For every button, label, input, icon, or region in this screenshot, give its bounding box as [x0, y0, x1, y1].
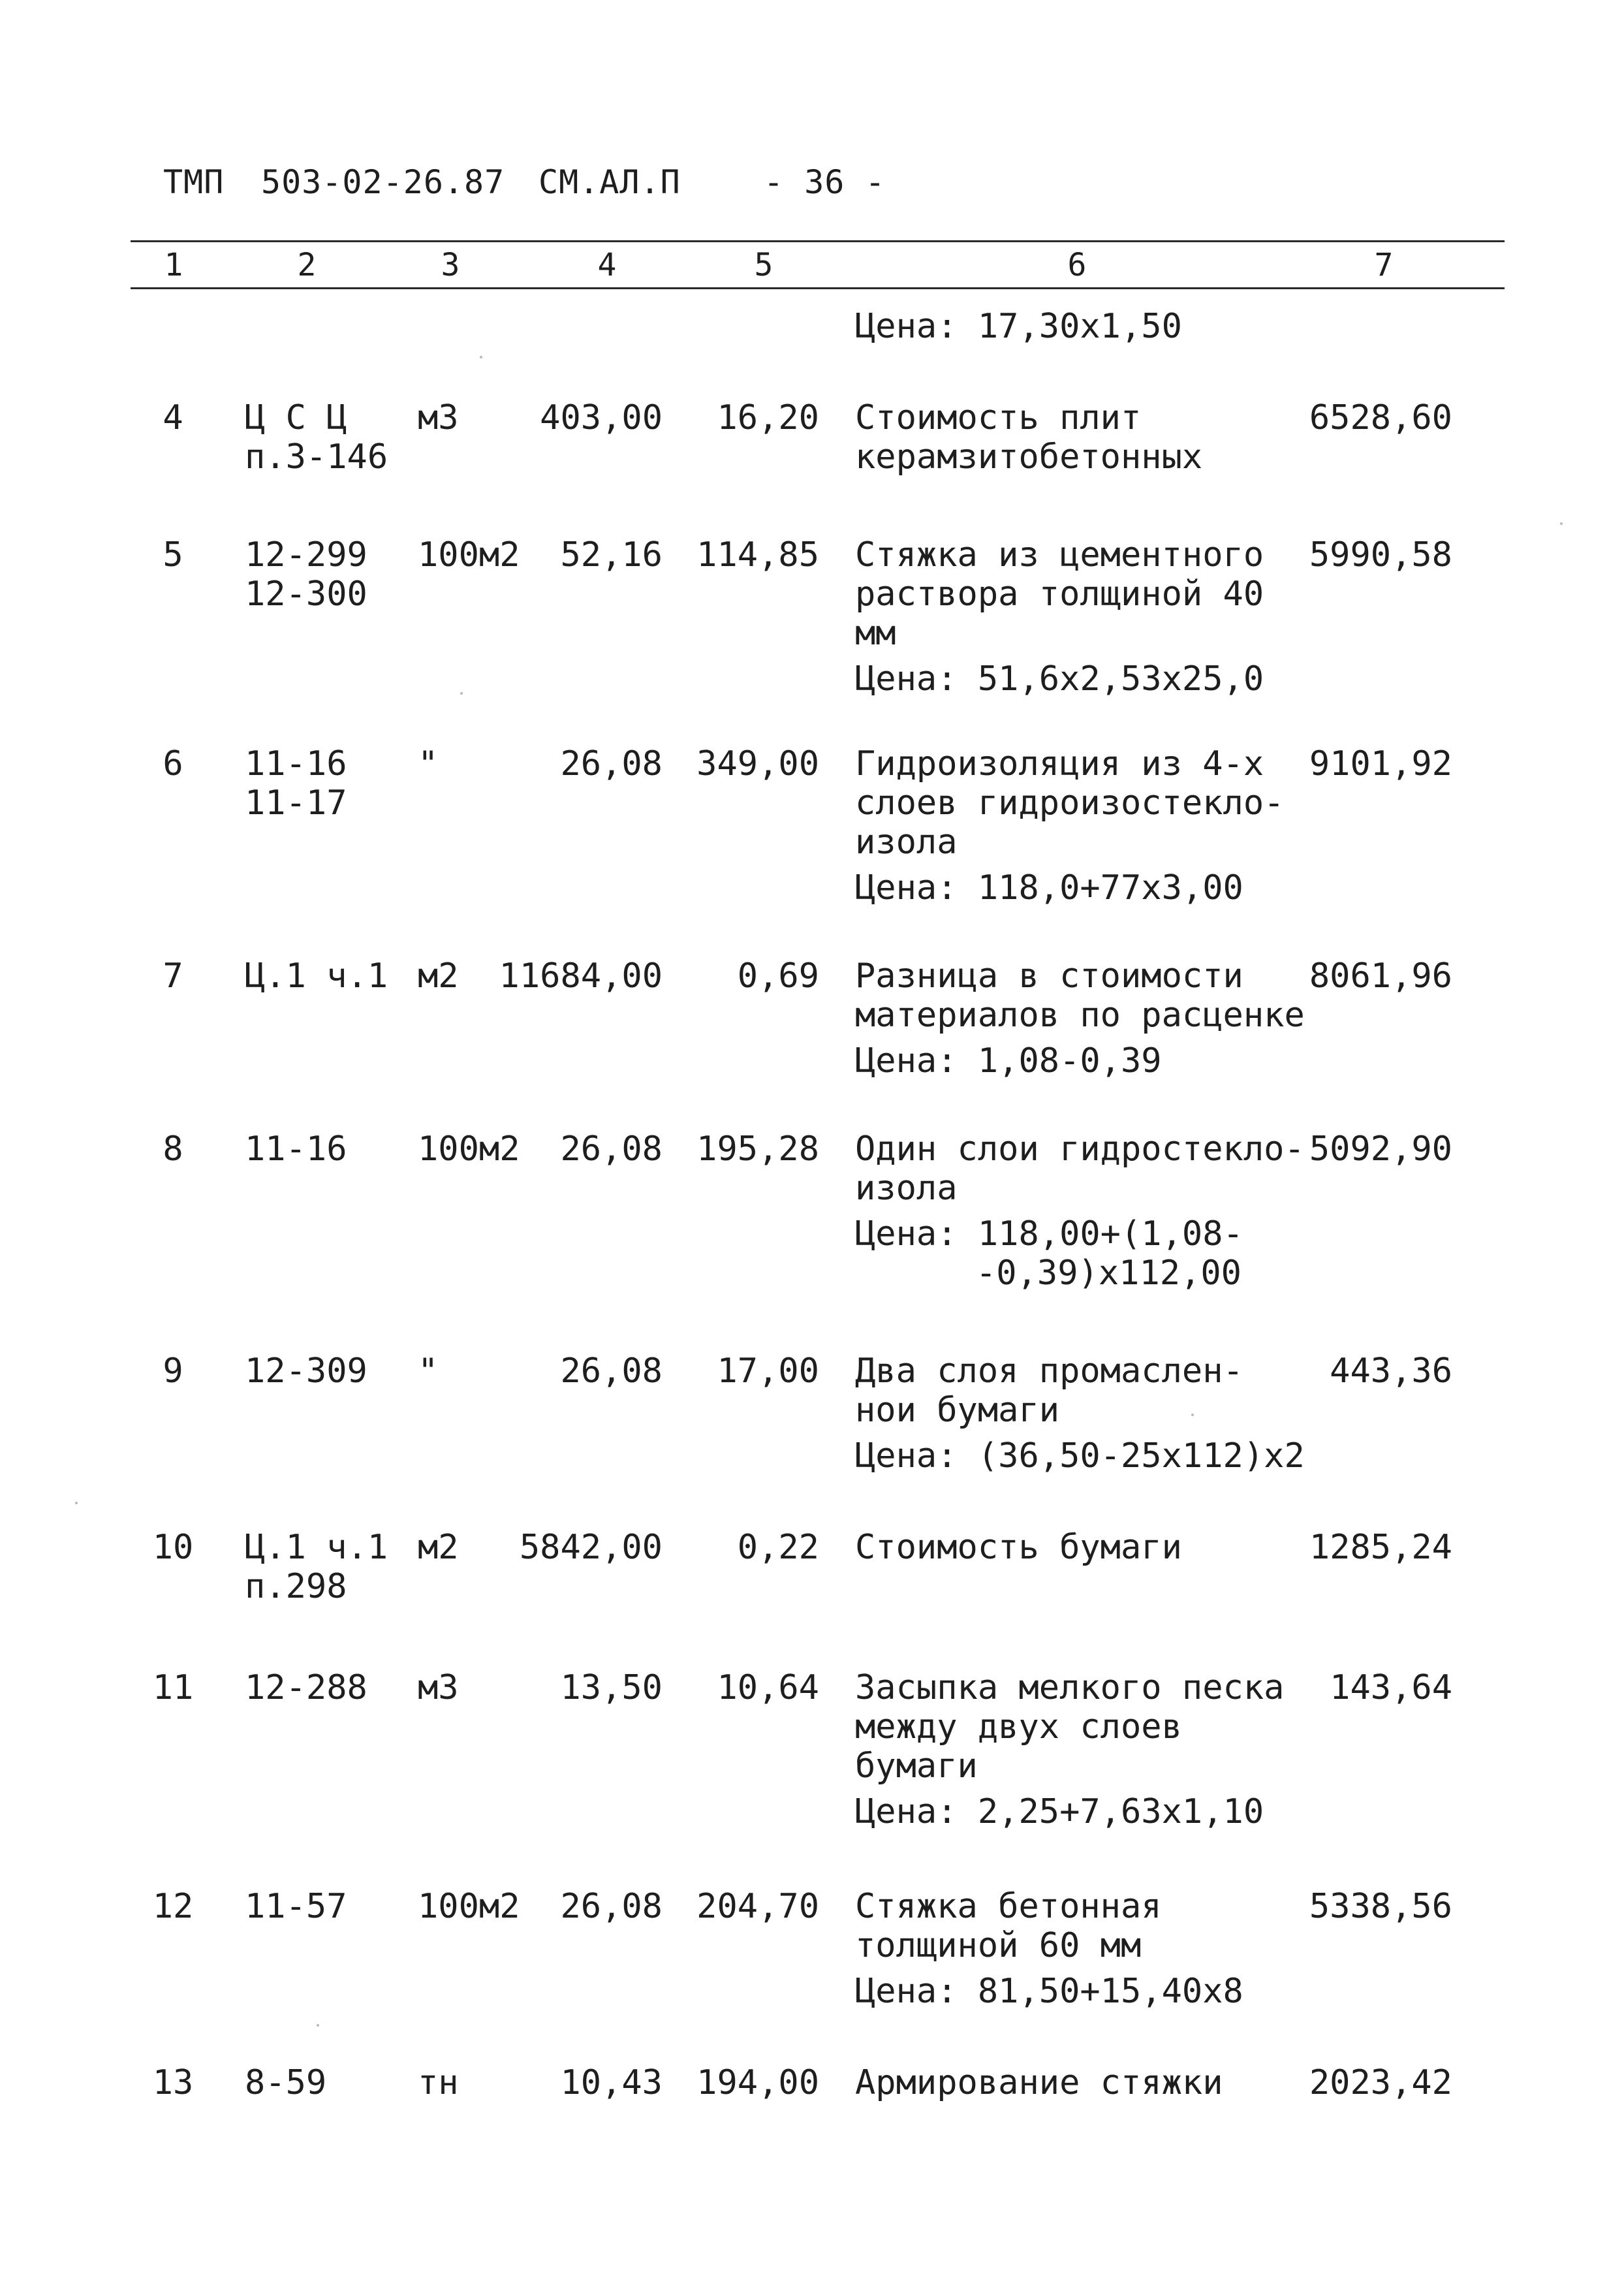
unit: " [418, 1352, 439, 1391]
rate-code [245, 1887, 347, 1926]
unit-price: 0,22 [737, 1528, 819, 1567]
row-number: 9 [163, 1352, 183, 1391]
description-line: бумаги [855, 1747, 978, 1786]
description-line: слоев гидроизостекло- [855, 783, 1285, 823]
description-line: между двух слоев [855, 1707, 1182, 1747]
description-line: изола [855, 823, 958, 862]
table-top-rule [131, 240, 1505, 242]
quantity: 52,16 [560, 535, 663, 575]
line-total: 1285,24 [1309, 1528, 1452, 1567]
line-total: 8061,96 [1309, 957, 1452, 996]
price-calculation-line: Цена: 51,6х2,53х25,0 [855, 659, 1264, 699]
description-line: мм [855, 614, 896, 653]
row-number: 6 [163, 744, 183, 783]
rate-code [245, 1352, 367, 1391]
work-description [855, 744, 1284, 908]
quantity: 10,43 [560, 2063, 663, 2102]
work-description [855, 1352, 1305, 1476]
description-line: Разница в стоимости [855, 957, 1243, 996]
scan-speck [317, 2024, 319, 2027]
line-total: 6528,60 [1309, 398, 1452, 437]
column-header: 3 [441, 247, 460, 283]
line-total: 5092,90 [1309, 1130, 1452, 1169]
row-number: 11 [152, 1668, 194, 1707]
rate-code-line: 11-17 [245, 783, 347, 823]
quantity: 26,08 [560, 744, 663, 783]
column-header: 2 [297, 247, 317, 283]
line-total: 2023,42 [1309, 2063, 1452, 2102]
price-calculation-line: Цена: 1,08-0,39 [855, 1041, 1162, 1081]
description-line: Стоимость плит [855, 398, 1142, 437]
price-calculation-line: Цена: 118,0+77х3,00 [855, 868, 1243, 908]
row-number: 10 [152, 1528, 194, 1567]
rate-code [245, 1528, 388, 1606]
quantity: 13,50 [560, 1668, 663, 1707]
scan-speck [75, 1502, 78, 1504]
rate-code-line: 11-16 [245, 744, 347, 783]
unit: м2 [418, 1528, 459, 1567]
table-header-rule [131, 287, 1505, 289]
line-total: 5338,56 [1309, 1887, 1452, 1926]
rate-code-line: 12-288 [245, 1668, 367, 1707]
rate-code-line: 8-59 [245, 2063, 327, 2102]
row-number: 7 [163, 957, 183, 996]
row-number: 13 [152, 2063, 194, 2102]
price-calculation-line: -0,39)х112,00 [976, 1254, 1241, 1293]
unit-price: 195,28 [696, 1130, 819, 1169]
page-number: - 36 - [764, 163, 886, 201]
rate-code-line: 12-300 [245, 575, 367, 614]
work-description [855, 2063, 1223, 2102]
description-line: Два слоя промаслен- [855, 1352, 1243, 1391]
rate-code-line: п.298 [245, 1567, 347, 1606]
row-number: 5 [163, 535, 183, 575]
doc-code: ТМП [163, 163, 225, 201]
price-calculation-line: Цена: (36,50-25х112)х2 [855, 1436, 1305, 1476]
unit: м3 [418, 1668, 459, 1707]
column-header: 1 [164, 247, 183, 283]
row-number: 8 [163, 1130, 183, 1169]
unit: тн [418, 2063, 459, 2102]
scan-speck [460, 692, 463, 695]
price-calculation-line: Цена: 2,25+7,63х1,10 [855, 1792, 1264, 1831]
description-line: нои бумаги [855, 1391, 1060, 1430]
quantity: 403,00 [540, 398, 663, 437]
rate-code [245, 535, 367, 614]
rate-code [245, 1668, 367, 1707]
line-total: 143,64 [1330, 1668, 1452, 1707]
work-description [855, 957, 1305, 1081]
quantity: 26,08 [560, 1887, 663, 1926]
description-line: Засыпка мелкого песка [855, 1668, 1285, 1707]
unit-price: 16,20 [717, 398, 819, 437]
unit: 100м2 [418, 535, 520, 575]
line-total: 5990,58 [1309, 535, 1452, 575]
column-header: 6 [1067, 247, 1087, 283]
scan-speck [1191, 1414, 1194, 1416]
unit-price: 10,64 [717, 1668, 819, 1707]
work-description [855, 1130, 1305, 1293]
quantity: 11684,00 [499, 957, 663, 996]
row-number: 12 [152, 1887, 194, 1926]
scan-speck [480, 356, 482, 358]
description-line: раствора толщиной 40 [855, 575, 1264, 614]
column-header: 4 [597, 247, 617, 283]
rate-code [245, 957, 388, 996]
unit-price: 204,70 [696, 1887, 819, 1926]
rate-code-line: 11-16 [245, 1130, 347, 1169]
work-description [855, 1528, 1182, 1567]
description-line: Гидроизоляция из 4-х [855, 744, 1264, 783]
quantity: 5842,00 [519, 1528, 663, 1567]
description-line: материалов по расценке [855, 996, 1305, 1035]
quantity: 26,08 [560, 1352, 663, 1391]
unit-price: 349,00 [696, 744, 819, 783]
unit-price: 17,00 [717, 1352, 819, 1391]
description-line: Стоимость бумаги [855, 1528, 1182, 1567]
description-line: толщиной 60 мм [855, 1926, 1142, 1965]
rate-code-line: Ц С Ц [245, 398, 347, 437]
rate-code-line: 12-309 [245, 1352, 367, 1391]
column-header: 7 [1374, 247, 1394, 283]
work-description [855, 1887, 1243, 2011]
price-calculation-line: Цена: 81,50+15,40х8 [855, 1972, 1243, 2011]
unit: 100м2 [418, 1130, 520, 1169]
unit: 100м2 [418, 1887, 520, 1926]
description-line: Стяжка из цементного [855, 535, 1264, 575]
description-line: Один слои гидростекло- [855, 1130, 1305, 1169]
doc-section: СМ.АЛ.П [539, 163, 681, 201]
rate-code-line: 12-299 [245, 535, 367, 575]
rate-code [245, 1130, 347, 1169]
description-line: изола [855, 1169, 958, 1208]
description-line: керамзитобетонных [855, 437, 1203, 477]
rate-code-line: 11-57 [245, 1887, 347, 1926]
doc-number: 503-02-26.87 [261, 163, 505, 201]
rate-code [245, 744, 347, 823]
unit-price: 0,69 [737, 957, 819, 996]
row-number: 4 [163, 398, 183, 437]
rate-code [245, 2063, 326, 2102]
unit: " [418, 744, 439, 783]
unit-price: 194,00 [696, 2063, 819, 2102]
line-total: 443,36 [1330, 1352, 1452, 1391]
description-line: Стяжка бетонная [855, 1887, 1162, 1926]
work-description [855, 398, 1202, 477]
work-description [855, 1668, 1284, 1831]
rate-code-line: Ц.1 ч.1 [245, 1528, 388, 1567]
column-header: 5 [754, 247, 773, 283]
scan-speck [1560, 522, 1563, 525]
rate-code [245, 398, 388, 477]
quantity: 26,08 [560, 1130, 663, 1169]
line-total: 9101,92 [1309, 744, 1452, 783]
rate-code-line: Ц.1 ч.1 [245, 957, 388, 996]
price-calculation-line: Цена: 118,00+(1,08- [855, 1214, 1243, 1254]
rate-code-line: п.3-146 [245, 437, 388, 477]
description-line: Армирование стяжки [855, 2063, 1223, 2102]
unit-price: 114,85 [696, 535, 819, 575]
continuation-price: Цена: 17,30х1,50 [855, 307, 1182, 346]
unit: м3 [418, 398, 459, 437]
work-description [855, 535, 1264, 699]
unit: м2 [418, 957, 459, 996]
